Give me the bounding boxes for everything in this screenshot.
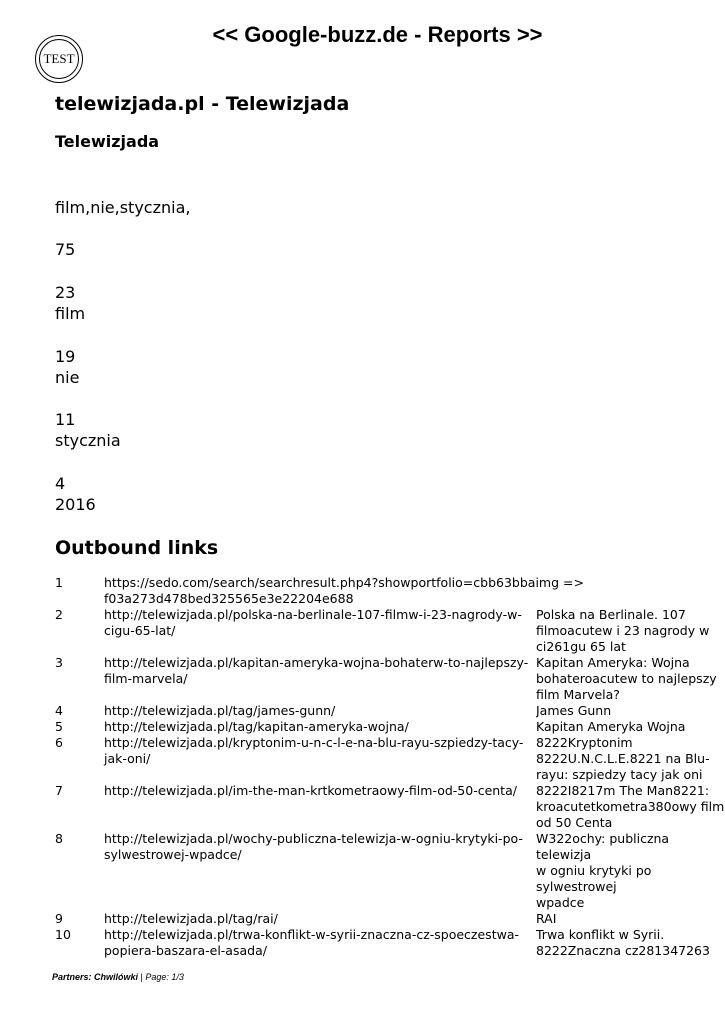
footer-separator: | (140, 972, 143, 982)
keyword-count: 11 (55, 410, 76, 429)
link-row (55, 703, 725, 719)
link-url[interactable]: http://telewizjada.pl/trwa-konflikt-w-syrii-znaczna-cz-spoeczestwa-popiera-baszara-el-asada/ (104, 927, 519, 958)
link-anchor-text: W322ochy: publiczna telewizja w ogniu krytyki po sylwestrowej wpadce (536, 831, 670, 910)
keyword-word: stycznia (55, 431, 121, 450)
link-url[interactable]: http://telewizjada.pl/kapitan-ameryka-wojna-bohaterw-to-najlepszy-film-marvela/ (104, 655, 529, 686)
link-number: 1 (55, 575, 63, 590)
link-row (55, 719, 725, 735)
link-row (55, 607, 725, 655)
keyword-word: film (55, 304, 86, 323)
keyword-word: nie (55, 368, 80, 387)
link-number: 2 (55, 607, 63, 622)
keyword-list: film,nie,stycznia, (55, 198, 191, 217)
link-url[interactable]: https://sedo.com/search/searchresult.php4?showportfolio=cbb63bbaimg => f03a273d478bed325565e3e22204e688 (104, 575, 584, 606)
link-anchor-text: 8222Kryptonim 8222U.N.C.L.E.8221 na Blu- rayu: szpiedzy tacy jak oni (536, 735, 710, 782)
link-number: 6 (55, 735, 63, 750)
link-row (55, 575, 725, 607)
site-title: telewizjada.pl - Telewizjada (55, 93, 350, 115)
link-row (55, 831, 725, 911)
stamp-text: TEST (43, 51, 75, 66)
link-number: 3 (55, 655, 63, 670)
site-subtitle: Telewizjada (55, 132, 160, 151)
outbound-links-table (55, 575, 725, 959)
partners-label[interactable]: Partners: Chwilówki (52, 972, 139, 982)
link-row (55, 927, 725, 959)
link-url[interactable]: http://telewizjada.pl/tag/james-gunn/ (104, 703, 336, 718)
link-number: 8 (55, 831, 63, 846)
link-number: 5 (55, 719, 63, 734)
test-stamp-logo (35, 35, 83, 83)
link-url[interactable]: http://telewizjada.pl/im-the-man-krtkometraowy-film-od-50-centa/ (104, 783, 517, 798)
keyword-count: 4 (55, 474, 66, 493)
link-url[interactable]: http://telewizjada.pl/kryptonim-u-n-c-l-e-na-blu-rayu-szpiedzy-tacy-jak-oni/ (104, 735, 524, 766)
page-footer (52, 972, 184, 982)
link-anchor-text: RAI (536, 911, 557, 926)
link-anchor-text: James Gunn (536, 703, 612, 718)
link-anchor-text: Kapitan Ameryka: Wojna bohateroacutew to najlepszy film Marvela? (536, 655, 717, 702)
link-row (55, 783, 725, 831)
link-number: 7 (55, 783, 63, 798)
link-url[interactable]: http://telewizjada.pl/tag/kapitan-ameryka-wojna/ (104, 719, 409, 734)
outbound-links-heading: Outbound links (55, 537, 219, 559)
link-url[interactable]: http://telewizjada.pl/polska-na-berlinale-107-filmw-i-23-nagrody-w-cigu-65-lat/ (104, 607, 522, 638)
report-title: << Google-buzz.de - Reports >> (212, 22, 543, 47)
link-row (55, 735, 725, 783)
link-number: 9 (55, 911, 63, 926)
page-indicator: Page: 1/3 (145, 972, 184, 982)
link-anchor-text: Polska na Berlinale. 107 filmoacutew i 23 nagrody w ci261gu 65 lat (536, 607, 710, 654)
link-anchor-text: 8222I8217m The Man8221: kroacutetkometra380owy film od 50 Centa (536, 783, 725, 830)
keyword-count: 19 (55, 347, 76, 366)
keyword-total: 75 (55, 240, 76, 259)
keyword-count: 23 (55, 283, 76, 302)
link-url[interactable]: http://telewizjada.pl/wochy-publiczna-telewizja-w-ogniu-krytyki-po-sylwestrowej-wpadce/ (104, 831, 523, 862)
link-row (55, 911, 725, 927)
link-url[interactable]: http://telewizjada.pl/tag/rai/ (104, 911, 278, 926)
link-row (55, 655, 725, 703)
link-anchor-text: Trwa konflikt w Syrii. 8222Znaczna cz281347263 (536, 927, 710, 958)
link-number: 4 (55, 703, 63, 718)
link-number: 10 (55, 927, 71, 942)
keyword-word: 2016 (55, 495, 96, 514)
link-anchor-text: Kapitan Ameryka Wojna (536, 719, 686, 734)
